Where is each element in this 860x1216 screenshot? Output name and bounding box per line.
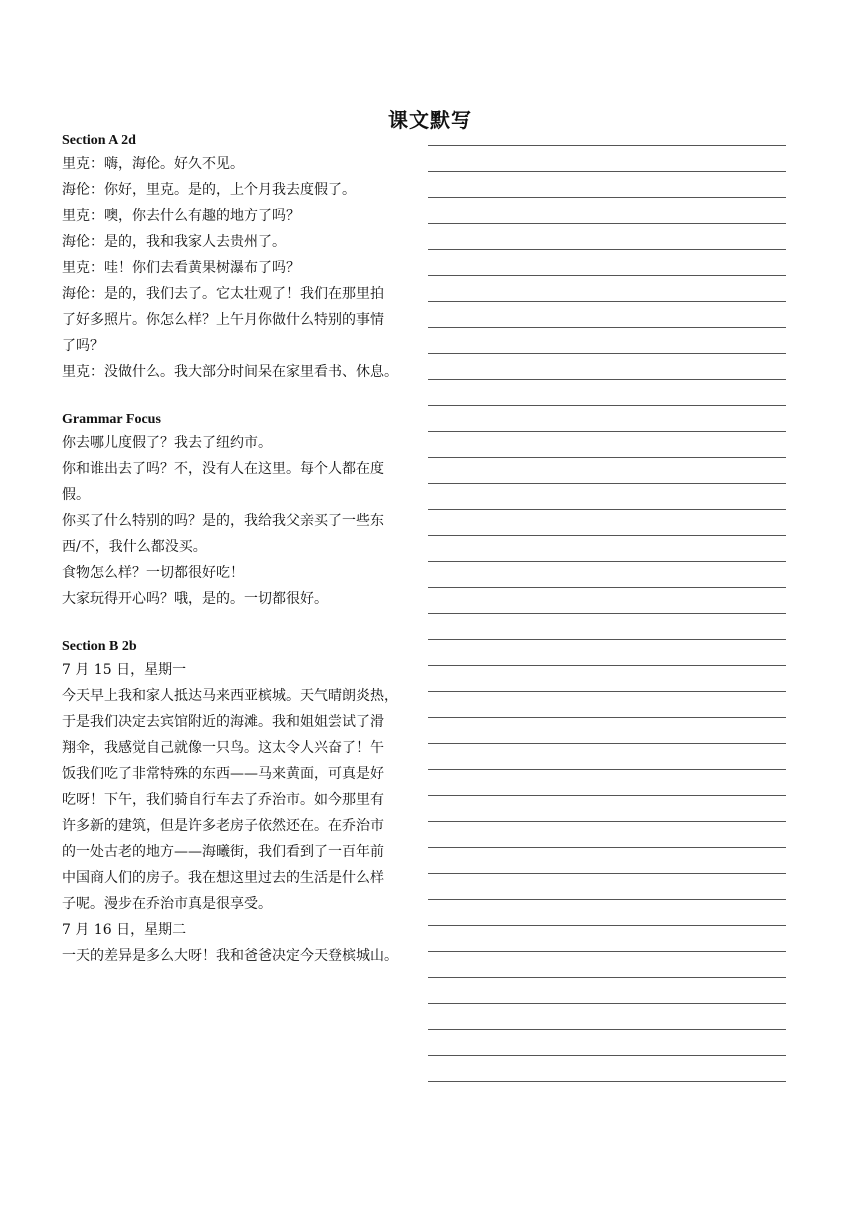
text-line: 里克：没做什么。我大部分时间呆在家里看书、休息。: [62, 364, 398, 380]
writing-line: [428, 925, 786, 951]
text-line: 海伦：是的，我和我家人去贵州了。: [62, 234, 286, 250]
text-line: 7 月 15 日，星期一: [62, 662, 187, 678]
writing-line: [428, 197, 786, 223]
text-line: 你买了什么特别的吗？是的，我给我父亲买了一些东: [62, 513, 384, 529]
writing-line: [428, 275, 786, 301]
text-line: 里克：噢，你去什么有趣的地方了吗？: [62, 208, 300, 224]
text-line: 一天的差异是多么大呀！我和爸爸决定今天登槟城山。: [62, 948, 398, 964]
text-line: 里克：嗨，海伦。好久不见。: [62, 156, 244, 172]
text-line: 的一处古老的地方——海曦街，我们看到了一百年前: [62, 844, 384, 860]
writing-line: [428, 535, 786, 561]
writing-line: [428, 665, 786, 691]
writing-line: [428, 1003, 786, 1029]
page-title: 课文默写: [388, 108, 472, 132]
text-line: 今天早上我和家人抵达马来西亚槟城。天气晴朗炎热，: [62, 688, 398, 704]
text-line: 许多新的建筑，但是许多老房子依然还在。在乔治市: [62, 818, 384, 834]
text-line: 翔伞，我感觉自己就像一只鸟。这太令人兴奋了！午: [62, 740, 384, 756]
writing-line: [428, 743, 786, 769]
writing-line: [428, 457, 786, 483]
text-line: 海伦：你好，里克。是的，上个月我去度假了。: [62, 182, 356, 198]
text-line: 假。: [62, 487, 90, 503]
text-line: 7 月 16 日，星期二: [62, 922, 187, 938]
section-heading: Grammar Focus: [62, 412, 161, 427]
text-line: 海伦：是的，我们去了。它太壮观了！我们在那里拍: [62, 286, 384, 302]
writing-line: [428, 821, 786, 847]
writing-line: [428, 483, 786, 509]
writing-line: [428, 561, 786, 587]
section-spacer: [62, 385, 416, 410]
section-heading: Section B 2b: [62, 639, 137, 654]
text-line: 于是我们决定去宾馆附近的海滩。我和姐姐尝试了滑: [62, 714, 384, 730]
text-line: 饭我们吃了非常特殊的东西——马来黄面，可真是好: [62, 766, 384, 782]
writing-line: [428, 639, 786, 665]
writing-line: [428, 223, 786, 249]
writing-line: [428, 171, 786, 197]
writing-line: [428, 145, 786, 171]
writing-line: [428, 769, 786, 795]
writing-line: [428, 509, 786, 535]
text-line: 食物怎么样？一切都很好吃！: [62, 565, 244, 581]
writing-line: [428, 847, 786, 873]
text-line: 子呢。漫步在乔治市真是很享受。: [62, 896, 272, 912]
text-line: 了吗？: [62, 338, 104, 354]
writing-line: [428, 405, 786, 431]
text-line: 中国商人们的房子。我在想这里过去的生活是什么样: [62, 870, 384, 886]
writing-line: [428, 353, 786, 379]
writing-line: [428, 873, 786, 899]
writing-line: [428, 431, 786, 457]
text-line: 了好多照片。你怎么样？上午月你做什么特别的事情: [62, 312, 384, 328]
writing-line: [428, 379, 786, 405]
writing-line: [428, 899, 786, 925]
writing-line: [428, 1029, 786, 1055]
writing-line: [428, 951, 786, 977]
text-line: 西/不，我什么都没买。: [62, 539, 207, 555]
writing-line: [428, 1081, 786, 1107]
text-line: 里克：哇！你们去看黄果树瀑布了吗？: [62, 260, 300, 276]
writing-line: [428, 1055, 786, 1081]
writing-line: [428, 691, 786, 717]
section-heading: Section A 2d: [62, 133, 136, 148]
writing-line: [428, 301, 786, 327]
writing-lines-column: [428, 145, 786, 1107]
writing-line: [428, 717, 786, 743]
text-line: 大家玩得开心吗？哦，是的。一切都很好。: [62, 591, 328, 607]
text-line: 吃呀！下午，我们骑自行车去了乔治市。如今那里有: [62, 792, 384, 808]
writing-line: [428, 977, 786, 1003]
writing-line: [428, 795, 786, 821]
writing-line: [428, 327, 786, 353]
text-line: 你去哪儿度假了？我去了纽约市。: [62, 435, 272, 451]
writing-line: [428, 249, 786, 275]
writing-line: [428, 613, 786, 639]
text-line: 你和谁出去了吗？不，没有人在这里。每个人都在度: [62, 461, 384, 477]
section-spacer: [62, 612, 416, 637]
source-text-column: [62, 131, 416, 969]
writing-line: [428, 587, 786, 613]
